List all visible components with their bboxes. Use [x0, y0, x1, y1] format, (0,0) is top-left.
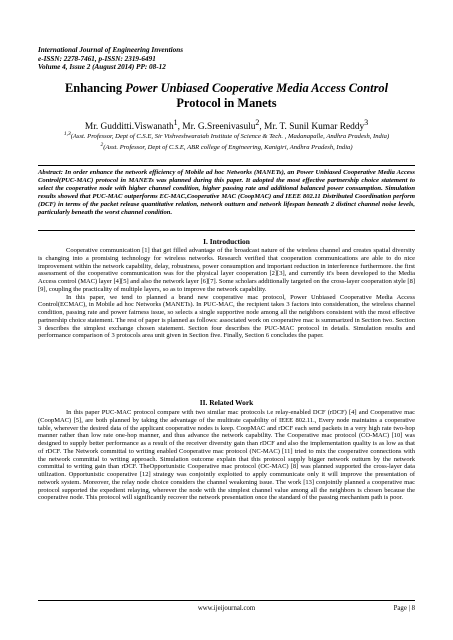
journal-volume: Volume 4, Issue 2 (August 2014) PP: 08-12 [38, 63, 166, 72]
abstract-top-rule [38, 165, 415, 166]
journal-issn: e-ISSN: 2278-7461, p-ISSN: 2319-6491 [38, 54, 156, 63]
abstract-text: In order enhance the network efficiency of Mobile ad hoc Networks (MANETs), an Power Unbiased Cooperative Media Access Control(PUC-MAC) protocol in MANETs was planned during this paper. It adopted the most effective partnership choice statement to select the cooperative node with higher channel condition, higher passing rate and additional balanced power consumption. Simulation results showed that PUC-MAC outperforms EC-MAC,Cooperative MAC (CoopMAC) and IEEE 802.11 Distributed Coordination perform (DCF) in terms of the packet release quantitative relation, network outturn and network lifespan beneath 2 distinct channel noise levels, particularly beneath the worst channel condition. [38, 169, 415, 216]
paragraph: In this paper, we tend to planned a brand new cooperative mac protocol, Power Unbiased Cooperative Media Access Control(ECMAC), in Mobile ad hoc Networks (MANETs). In PUC-MAC, the recipient takes 3 factors into consideration, the wireless channel condition, passing rate and power fairness issue, so selects a single supportive node among all the neighbors consistent with the most effective partnership choice statement. The rest of paper is planned as follows: associated work on cooperative mac is summarized in Section two. Section 3 describes the simplest exchange chosen statement. Section four describes the PUC-MAC protocol in details. Simulation results and performance comparison of 3 protocols area unit given in Section five. Finally, Section 6 concludes the paper. [38, 293, 415, 340]
abstract [38, 169, 415, 216]
paper-title [38, 81, 415, 111]
abstract-bottom-rule [38, 230, 415, 231]
author-1-mark: 1 [173, 118, 178, 127]
affiliation-2: (Asst. Professor, Dept of C.S.E, ABR college of Engineering, Kanigiri, Andhra Pradesh, India) [103, 144, 353, 152]
section-heading-related-work: II. Related Work [199, 398, 254, 407]
title-line2: Protocol in Manets [176, 96, 277, 110]
paragraph: Cooperative communication [1] that get filled advantage of the broadcast nature of the wireless channel and creates spatial diversity is changing into a promising technology for wireless networks. Research verified that cooperation communications are able to do nice improvement within the network capability, delay, robustness, power consumption and important reduction in interference furthermore. the first assessment of the cooperative communication was for the physical layer cooperation [2][3], and currently it's been developed to the Media Access control (MAC) layer [4][5] and also the network layer [6][7]. Some scholars additionally targeted on the cross-layer cooperation style [8][9], coupling the practicality of multiple layers, so as to improve the network capability. [38, 247, 415, 293]
affiliation-2-mark: 2 [100, 142, 104, 149]
affiliation-1-mark: 1,3 [63, 131, 71, 137]
author-3-mark: 3 [364, 118, 369, 127]
footer-url: www.ijeijournal.com [197, 605, 256, 612]
author-2: , Mr. G.Sreenivasulu [177, 122, 256, 133]
page-number: Page | 8 [393, 605, 415, 612]
author-3: , Mr. T. Sunil Kumar Reddy [259, 122, 365, 133]
affiliations [50, 130, 403, 153]
section-body-related-work [38, 409, 415, 502]
journal-header [38, 46, 183, 72]
affiliation-1: (Asst. Professor, Dept of C.S.E, Sir Vishveshwaraiah Institute of Science & Tech. , Madanapalle, Andhra Pradesh, India) [70, 133, 390, 141]
journal-name: International Journal of Engineering Inventions [38, 46, 183, 54]
title-prefix: Enhancing [64, 81, 126, 95]
author-2-mark: 2 [255, 118, 260, 127]
title-emphasis: Power Unbiased Cooperative Media Access Control [125, 81, 389, 95]
author-1: Mr. Gudditti.Viswanath [84, 122, 174, 133]
section-body-introduction [38, 247, 415, 340]
abstract-label: Abstract: [38, 169, 63, 176]
footer-rule [38, 600, 415, 601]
section-heading-introduction: I. Introduction [203, 237, 250, 246]
paragraph: In this paper PUC-MAC protocol compare with two similar mac protocols i.e relay-enabled DCF (rDCF) [4] and Cooperative mac (CoopMAC) [5], are both planned by taking the advantage of the multirate capability of IEEE 802.11., Every node maintains a cooperative table, wherever the desired data of the applicant cooperative nodes is keep. CoopMAC and rDCF each send packets in a very high rate two-hop manner rather than low rate one-hop manner, and thus advance the network capability. The Cooperative mac protocol (CO-MAC) [10] was designed to supply better performance as a result of the receiver diversity gain than rDCF and also the implementation quality is as low as that of rDCF. The Network committal to writing enabled Cooperative mac protocol (NC-MAC) [11] tried to mix the cooperative connections with the network committal to writing approach. Simulation outcome explain that this protocol supply bigger network outturn by the network committal to writing gain than rDCF. TheOpportunistic Cooperative mac protocol (OC-MAC) [8] was planned supported the cross-layer data utilization. Opportunistic cooperative [12] strategy was conjointly exploited to apply communicate only it will improve the presentation of network system. Moreover, the relay node choice considers the channel weakening issue. The work [13] conjointly planned a cooperative mac protocol supported the expedient relaying, wherever the node with the simplest channel value among all the neighbors is chosen because the cooperative node. This protocol will significantly recover the network presentation once the standard of the passing mechanism path is poor. [38, 409, 415, 502]
